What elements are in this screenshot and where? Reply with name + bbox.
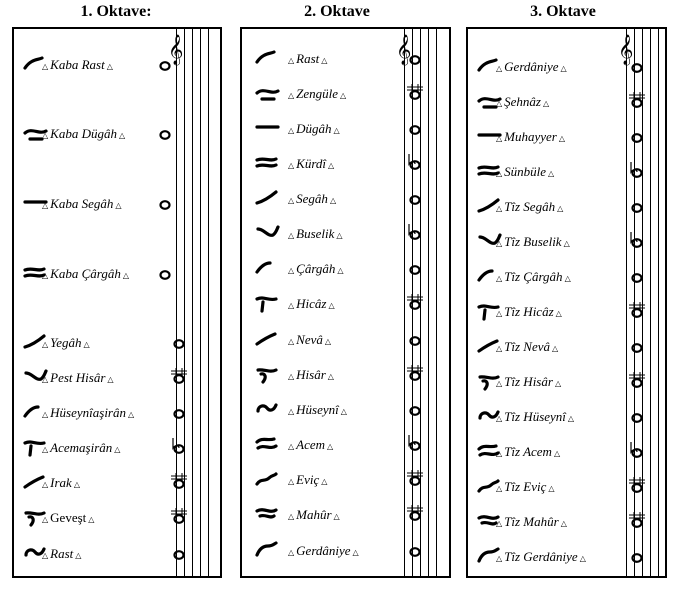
notation-glyph-icon bbox=[254, 118, 282, 140]
triangle-icon: △ bbox=[288, 476, 295, 486]
note-head-icon bbox=[626, 441, 648, 463]
makam-label: Kaba Rast bbox=[50, 57, 105, 72]
triangle-icon: △ bbox=[352, 547, 359, 557]
makam-name bbox=[494, 164, 556, 180]
makam-label: Tîz Çârgâh bbox=[504, 269, 563, 284]
makam-row bbox=[242, 434, 449, 458]
makam-label: Nevâ bbox=[296, 332, 323, 347]
makam-name bbox=[494, 409, 576, 425]
note-head-icon bbox=[626, 161, 648, 183]
triangle-icon: △ bbox=[333, 125, 340, 135]
note-head-icon bbox=[626, 511, 648, 533]
triangle-icon: △ bbox=[543, 98, 550, 108]
note-head-icon bbox=[168, 437, 190, 459]
makam-label: Hisâr bbox=[296, 367, 326, 382]
notation-glyph-icon bbox=[254, 223, 282, 245]
triangle-icon: △ bbox=[42, 479, 49, 489]
triangle-icon: △ bbox=[560, 63, 567, 73]
makam-row bbox=[468, 406, 665, 430]
makam-label: Pest Hisâr bbox=[50, 370, 106, 385]
triangle-icon: △ bbox=[42, 200, 49, 210]
note-head-icon bbox=[168, 472, 190, 494]
triangle-icon: △ bbox=[496, 63, 503, 73]
makam-name bbox=[494, 129, 567, 145]
triangle-icon: △ bbox=[496, 273, 503, 283]
makam-row bbox=[468, 546, 665, 570]
column-title-3: 3. Oktave bbox=[530, 3, 596, 20]
triangle-icon: △ bbox=[548, 168, 555, 178]
note-head-icon bbox=[626, 476, 648, 498]
triangle-icon: △ bbox=[288, 125, 295, 135]
triangle-icon: △ bbox=[496, 133, 503, 143]
triangle-icon: △ bbox=[288, 406, 295, 416]
notation-glyph-icon bbox=[254, 434, 282, 456]
makam-label: Kaba Dügâh bbox=[50, 126, 117, 141]
triangle-icon: △ bbox=[107, 374, 114, 384]
triangle-icon: △ bbox=[496, 98, 503, 108]
makam-name bbox=[494, 374, 563, 390]
makam-label: Geveşt bbox=[50, 510, 87, 525]
triangle-icon: △ bbox=[288, 230, 295, 240]
makam-row bbox=[468, 231, 665, 255]
octave-panel-1 bbox=[12, 27, 222, 578]
triangle-icon: △ bbox=[115, 200, 122, 210]
makam-name bbox=[286, 51, 329, 67]
makam-label: Hüseynî bbox=[296, 402, 339, 417]
makam-label: Tîz Hisâr bbox=[504, 374, 553, 389]
makam-name bbox=[494, 94, 551, 110]
makam-label: Kaba Segâh bbox=[50, 196, 114, 211]
makam-label: Tîz Nevâ bbox=[504, 339, 551, 354]
triangle-icon: △ bbox=[106, 61, 113, 71]
makam-name bbox=[494, 514, 569, 530]
treble-clef-icon: 𝄞 bbox=[396, 35, 412, 64]
makam-name bbox=[40, 405, 136, 421]
makam-name bbox=[40, 196, 124, 212]
makam-name bbox=[40, 546, 83, 562]
makam-name bbox=[494, 234, 572, 250]
triangle-icon: △ bbox=[496, 238, 503, 248]
note-head-icon bbox=[404, 223, 426, 245]
makam-name bbox=[286, 121, 342, 137]
makam-row bbox=[242, 293, 449, 317]
makam-row bbox=[14, 332, 220, 356]
makam-label: Kürdî bbox=[296, 156, 327, 171]
treble-clef-icon: 𝄞 bbox=[168, 35, 184, 64]
notation-glyph-icon bbox=[254, 329, 282, 351]
note-head-icon bbox=[626, 126, 648, 148]
triangle-icon: △ bbox=[496, 168, 503, 178]
makam-name bbox=[494, 59, 569, 75]
notation-glyph-icon bbox=[254, 83, 282, 105]
triangle-icon: △ bbox=[336, 230, 343, 240]
treble-clef-icon: 𝄞 bbox=[618, 35, 634, 64]
note-head-icon bbox=[404, 48, 426, 70]
triangle-icon: △ bbox=[340, 90, 347, 100]
note-head-icon bbox=[404, 364, 426, 386]
makam-row bbox=[468, 511, 665, 535]
makam-row bbox=[468, 161, 665, 185]
makam-name bbox=[494, 549, 588, 565]
note-head-icon bbox=[626, 406, 648, 428]
notation-glyph-icon bbox=[254, 48, 282, 70]
makam-name bbox=[286, 437, 335, 453]
makam-row bbox=[242, 118, 449, 142]
makam-label: Yegâh bbox=[50, 335, 82, 350]
octave-panel-2 bbox=[240, 27, 451, 578]
makam-row bbox=[468, 56, 665, 80]
makam-name bbox=[286, 191, 338, 207]
makam-label: Rast bbox=[50, 546, 74, 561]
makam-name bbox=[286, 367, 336, 383]
notation-glyph-icon bbox=[254, 504, 282, 526]
makam-row bbox=[14, 123, 220, 147]
makam-row bbox=[468, 266, 665, 290]
makam-row bbox=[14, 402, 220, 426]
makam-name bbox=[40, 370, 116, 386]
note-head-icon bbox=[626, 196, 648, 218]
note-head-icon bbox=[626, 266, 648, 288]
triangle-icon: △ bbox=[564, 273, 571, 283]
makam-name bbox=[286, 507, 342, 523]
triangle-icon: △ bbox=[567, 413, 575, 423]
triangle-icon: △ bbox=[75, 550, 82, 560]
triangle-icon: △ bbox=[324, 336, 332, 346]
triangle-icon: △ bbox=[555, 308, 562, 318]
note-head-icon bbox=[168, 402, 190, 424]
makam-row bbox=[242, 364, 449, 388]
note-head-icon bbox=[404, 329, 426, 351]
makam-name bbox=[494, 304, 564, 320]
note-head-icon bbox=[168, 507, 190, 529]
triangle-icon: △ bbox=[42, 444, 49, 454]
note-head-icon bbox=[404, 469, 426, 491]
triangle-icon: △ bbox=[42, 550, 49, 560]
makam-name bbox=[40, 57, 115, 73]
makam-name bbox=[286, 156, 336, 172]
triangle-icon: △ bbox=[328, 300, 335, 310]
triangle-icon: △ bbox=[288, 90, 295, 100]
note-head-icon bbox=[404, 434, 426, 456]
triangle-icon: △ bbox=[42, 339, 49, 349]
makam-name bbox=[40, 266, 131, 282]
column-title-1: 1. Oktave: bbox=[80, 3, 152, 20]
note-head-icon bbox=[154, 123, 176, 145]
column-title-2: 2. Oktave bbox=[304, 3, 370, 20]
makam-label: Tîz Mahûr bbox=[504, 514, 559, 529]
triangle-icon: △ bbox=[329, 195, 337, 205]
makam-row bbox=[242, 153, 449, 177]
triangle-icon: △ bbox=[558, 133, 566, 143]
makam-name bbox=[494, 199, 565, 215]
makam-label: Tîz Buselik bbox=[504, 234, 562, 249]
makam-row bbox=[242, 504, 449, 528]
triangle-icon: △ bbox=[128, 409, 135, 419]
makam-row bbox=[14, 367, 220, 391]
triangle-icon: △ bbox=[288, 371, 295, 381]
note-head-icon bbox=[626, 546, 648, 568]
makam-name bbox=[494, 444, 562, 460]
makam-name bbox=[40, 440, 122, 456]
notation-glyph-icon bbox=[254, 364, 282, 386]
makam-row bbox=[14, 54, 220, 78]
note-head-icon bbox=[168, 367, 190, 389]
makam-label: Hüseynîaşirân bbox=[50, 405, 126, 420]
triangle-icon: △ bbox=[548, 483, 555, 493]
makam-name bbox=[286, 261, 346, 277]
makam-name bbox=[286, 402, 349, 418]
makam-label: Rast bbox=[296, 51, 320, 66]
notation-glyph-icon bbox=[254, 153, 282, 175]
makam-row bbox=[468, 336, 665, 360]
triangle-icon: △ bbox=[496, 483, 503, 493]
makam-name bbox=[40, 126, 127, 142]
triangle-icon: △ bbox=[73, 479, 80, 489]
triangle-icon: △ bbox=[563, 238, 570, 248]
makam-label: Çârgâh bbox=[296, 261, 336, 276]
makam-row bbox=[14, 543, 220, 567]
note-head-icon bbox=[404, 118, 426, 140]
notation-glyph-icon bbox=[254, 258, 282, 280]
triangle-icon: △ bbox=[288, 160, 295, 170]
triangle-icon: △ bbox=[42, 514, 49, 524]
triangle-icon: △ bbox=[496, 343, 503, 353]
triangle-icon: △ bbox=[496, 413, 503, 423]
triangle-icon: △ bbox=[118, 130, 126, 140]
makam-name bbox=[286, 332, 333, 348]
triangle-icon: △ bbox=[42, 409, 49, 419]
makam-row bbox=[242, 469, 449, 493]
makam-label: Sünbüle bbox=[504, 164, 547, 179]
triangle-icon: △ bbox=[579, 553, 586, 563]
makam-label: Tîz Segâh bbox=[504, 199, 556, 214]
makam-label: Tîz Hicâz bbox=[504, 304, 554, 319]
triangle-icon: △ bbox=[333, 511, 340, 521]
notation-glyph-icon bbox=[254, 469, 282, 491]
makam-row bbox=[242, 329, 449, 353]
note-head-icon bbox=[626, 91, 648, 113]
triangle-icon: △ bbox=[496, 203, 503, 213]
makam-row bbox=[468, 441, 665, 465]
triangle-icon: △ bbox=[496, 518, 503, 528]
makam-row bbox=[468, 371, 665, 395]
triangle-icon: △ bbox=[288, 441, 295, 451]
makam-row bbox=[242, 188, 449, 212]
makam-label: Acemaşirân bbox=[50, 440, 113, 455]
triangle-icon: △ bbox=[114, 444, 121, 454]
makam-name bbox=[286, 226, 345, 242]
triangle-icon: △ bbox=[122, 270, 129, 280]
makam-label: Tîz Hüseynî bbox=[504, 409, 566, 424]
makam-row bbox=[14, 507, 220, 531]
note-head-icon bbox=[404, 188, 426, 210]
triangle-icon: △ bbox=[288, 55, 295, 65]
makam-label: Hicâz bbox=[296, 296, 327, 311]
triangle-icon: △ bbox=[496, 553, 503, 563]
note-head-icon bbox=[168, 543, 190, 565]
triangle-icon: △ bbox=[288, 265, 295, 275]
triangle-icon: △ bbox=[557, 203, 564, 213]
makam-row bbox=[242, 223, 449, 247]
makam-name bbox=[286, 86, 348, 102]
note-head-icon bbox=[626, 56, 648, 78]
makam-label: Segâh bbox=[296, 191, 328, 206]
makam-label: Dügâh bbox=[296, 121, 332, 136]
triangle-icon: △ bbox=[496, 448, 503, 458]
triangle-icon: △ bbox=[288, 547, 295, 557]
triangle-icon: △ bbox=[321, 55, 328, 65]
makam-label: Buselik bbox=[296, 226, 335, 241]
note-head-icon bbox=[168, 332, 190, 354]
note-head-icon bbox=[404, 83, 426, 105]
note-head-icon bbox=[626, 371, 648, 393]
triangle-icon: △ bbox=[560, 518, 567, 528]
makam-label: Şehnâz bbox=[504, 94, 541, 109]
makam-row bbox=[242, 83, 449, 107]
triangle-icon: △ bbox=[42, 270, 49, 280]
notation-glyph-icon bbox=[254, 293, 282, 315]
triangle-icon: △ bbox=[288, 195, 295, 205]
makam-label: Mahûr bbox=[296, 507, 332, 522]
makam-name bbox=[494, 269, 573, 285]
makam-row bbox=[14, 263, 220, 287]
notation-glyph-icon bbox=[254, 188, 282, 210]
makam-label: Tîz Acem bbox=[504, 444, 552, 459]
note-head-icon bbox=[154, 193, 176, 215]
makam-row bbox=[468, 196, 665, 220]
octave-panel-3 bbox=[466, 27, 667, 578]
makam-label: Muhayyer bbox=[504, 129, 557, 144]
triangle-icon: △ bbox=[42, 61, 49, 71]
triangle-icon: △ bbox=[496, 308, 503, 318]
makam-row bbox=[242, 48, 449, 72]
makam-row bbox=[468, 476, 665, 500]
triangle-icon: △ bbox=[288, 336, 295, 346]
triangle-icon: △ bbox=[327, 371, 334, 381]
makam-row bbox=[242, 399, 449, 423]
makam-label: Acem bbox=[296, 437, 326, 452]
makam-label: Tîz Eviç bbox=[504, 479, 547, 494]
note-head-icon bbox=[404, 153, 426, 175]
makam-name bbox=[494, 479, 557, 495]
makam-label: Gerdâniye bbox=[296, 543, 351, 558]
makam-name bbox=[494, 339, 560, 355]
triangle-icon: △ bbox=[321, 476, 328, 486]
notation-glyph-icon bbox=[254, 540, 282, 562]
makam-row bbox=[242, 540, 449, 564]
triangle-icon: △ bbox=[554, 378, 562, 388]
makam-row bbox=[468, 91, 665, 115]
makam-name bbox=[286, 543, 361, 559]
note-head-icon bbox=[626, 301, 648, 323]
makam-row bbox=[14, 193, 220, 217]
triangle-icon: △ bbox=[288, 511, 295, 521]
triangle-icon: △ bbox=[553, 448, 561, 458]
makam-row bbox=[14, 437, 220, 461]
triangle-icon: △ bbox=[42, 374, 49, 384]
triangle-icon: △ bbox=[327, 441, 334, 451]
note-head-icon bbox=[154, 54, 176, 76]
makam-name bbox=[40, 510, 96, 526]
triangle-icon: △ bbox=[496, 378, 503, 388]
makam-name bbox=[40, 475, 82, 491]
makam-label: Kaba Çârgâh bbox=[50, 266, 121, 281]
makam-label: Zengüle bbox=[296, 86, 339, 101]
note-head-icon bbox=[154, 263, 176, 285]
triangle-icon: △ bbox=[88, 514, 95, 524]
makam-name bbox=[40, 335, 92, 351]
makam-label: Eviç bbox=[296, 472, 320, 487]
makam-row bbox=[468, 126, 665, 150]
note-head-icon bbox=[404, 540, 426, 562]
makam-label: Gerdâniye bbox=[504, 59, 559, 74]
makam-label: Tîz Gerdâniye bbox=[504, 549, 578, 564]
triangle-icon: △ bbox=[83, 339, 90, 349]
triangle-icon: △ bbox=[328, 160, 335, 170]
note-head-icon bbox=[404, 293, 426, 315]
makam-row bbox=[468, 301, 665, 325]
makam-name bbox=[286, 296, 337, 312]
makam-row bbox=[14, 472, 220, 496]
triangle-icon: △ bbox=[552, 343, 559, 353]
makam-name bbox=[286, 472, 329, 488]
triangle-icon: △ bbox=[288, 300, 295, 310]
notation-glyph-icon bbox=[254, 399, 282, 421]
note-head-icon bbox=[404, 504, 426, 526]
makam-row bbox=[242, 258, 449, 282]
note-head-icon bbox=[626, 336, 648, 358]
triangle-icon: △ bbox=[42, 130, 49, 140]
triangle-icon: △ bbox=[337, 265, 344, 275]
note-head-icon bbox=[404, 399, 426, 421]
triangle-icon: △ bbox=[340, 406, 347, 416]
note-head-icon bbox=[626, 231, 648, 253]
note-head-icon bbox=[404, 258, 426, 280]
makam-label: Irak bbox=[50, 475, 72, 490]
